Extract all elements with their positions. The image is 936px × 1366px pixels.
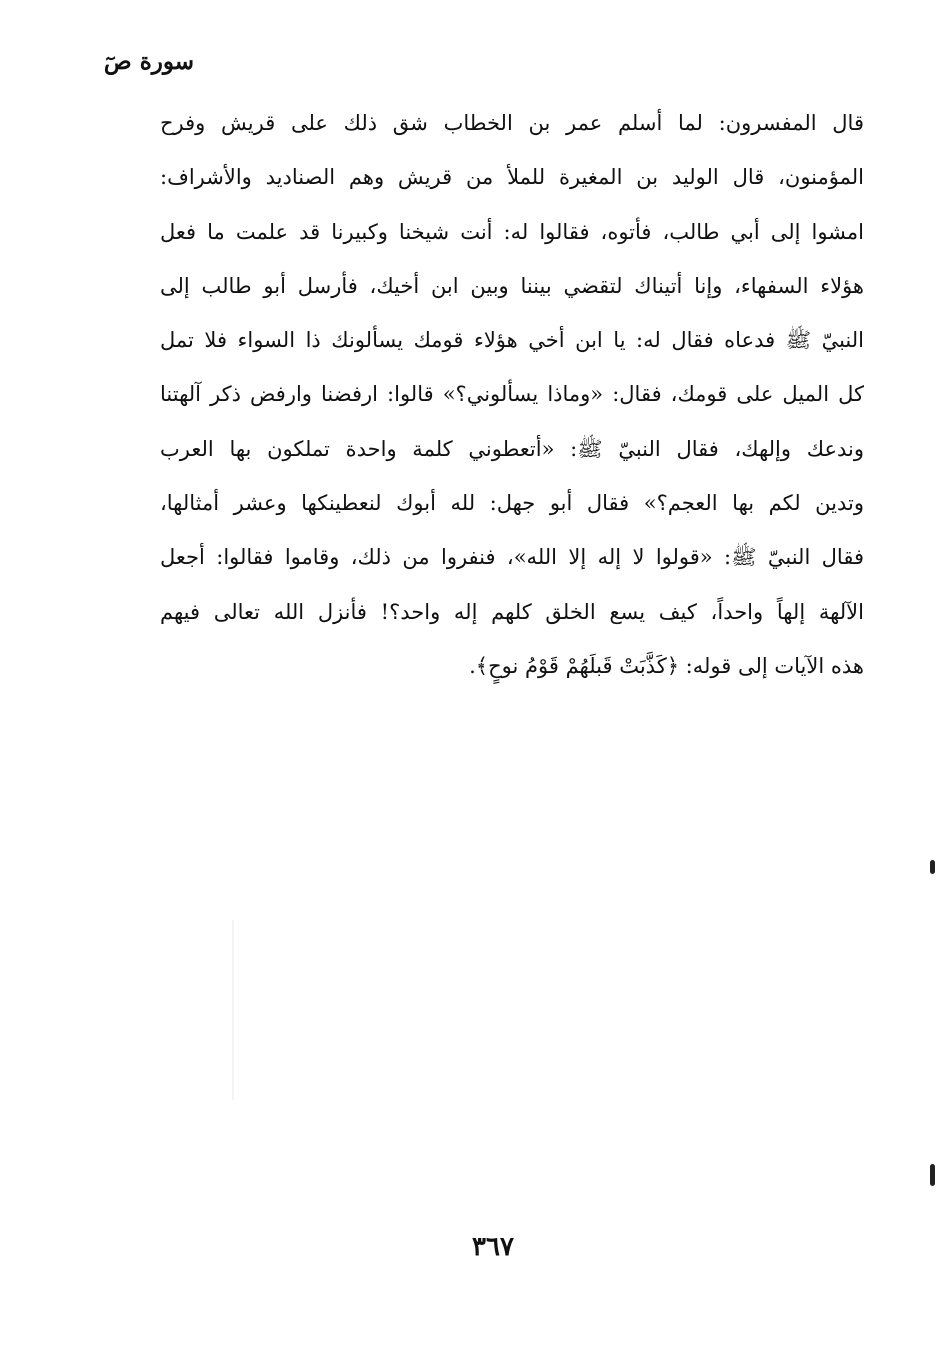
running-header: [104, 48, 194, 75]
text-line-7: وندعك وإلهك، فقال النبيّ ﷺ: «أتعطوني كلمة واحدة تملكون بها العرب: [160, 436, 864, 461]
text-line-11: هذه الآيات إلى قوله: ﴿كَذَّبَتْ قَبلَهُمْ قَوْمُ نوحٍ﴾.: [469, 653, 864, 678]
text-line-3: امشوا إلى أبي طالب، فأتوه، فقالوا له: أنت شيخنا وكبيرنا قد علمت ما فعل: [160, 219, 864, 244]
scan-artifact-line: [232, 920, 234, 1100]
scan-artifact-mark: [930, 1164, 935, 1186]
text-line-2: المؤمنون، قال الوليد بن المغيرة للملأ من قريش وهم الصناديد والأشراف:: [160, 165, 864, 190]
text-line-8: وتدين لكم بها العجم؟» فقال أبو جهل: لله أبوك لنعطينكها وعشر أمثالها،: [160, 491, 864, 516]
text-line-5: النبيّ ﷺ فدعاه فقال له: يا ابن أخي هؤلاء قومك يسألونك ذا السواء فلا تمل: [160, 328, 864, 353]
text-line-4: هؤلاء السفهاء، وإنا أتيناك لتقضي بيننا وبين ابن أخيك، فأرسل أبو طالب إلى: [160, 273, 864, 298]
page-number: [0, 1232, 936, 1262]
scan-artifact-mark: [930, 860, 935, 874]
text-line-1: قال المفسرون: لما أسلم عمر بن الخطاب شق ذلك على قريش وفرح: [160, 111, 864, 135]
text-line-9: فقال النبيّ ﷺ: «قولوا لا إله إلا الله»، فنفروا من ذلك، وقاموا فقالوا: أجعل: [160, 545, 864, 570]
page-number-text: ٣٦٧: [472, 1232, 514, 1262]
surah-title: سورة صٓ: [103, 48, 194, 75]
text-line-6: كل الميل على قومك، فقال: «وماذا يسألوني؟» قالوا: ارفضنا وارفض ذكر آلهتنا: [160, 382, 864, 407]
body-paragraph: [160, 96, 864, 693]
text-line-10: الآلهة إلهاً واحداً، كيف يسع الخلق كلهم إله واحد؟! فأنزل الله تعالى فيهم: [160, 599, 864, 624]
